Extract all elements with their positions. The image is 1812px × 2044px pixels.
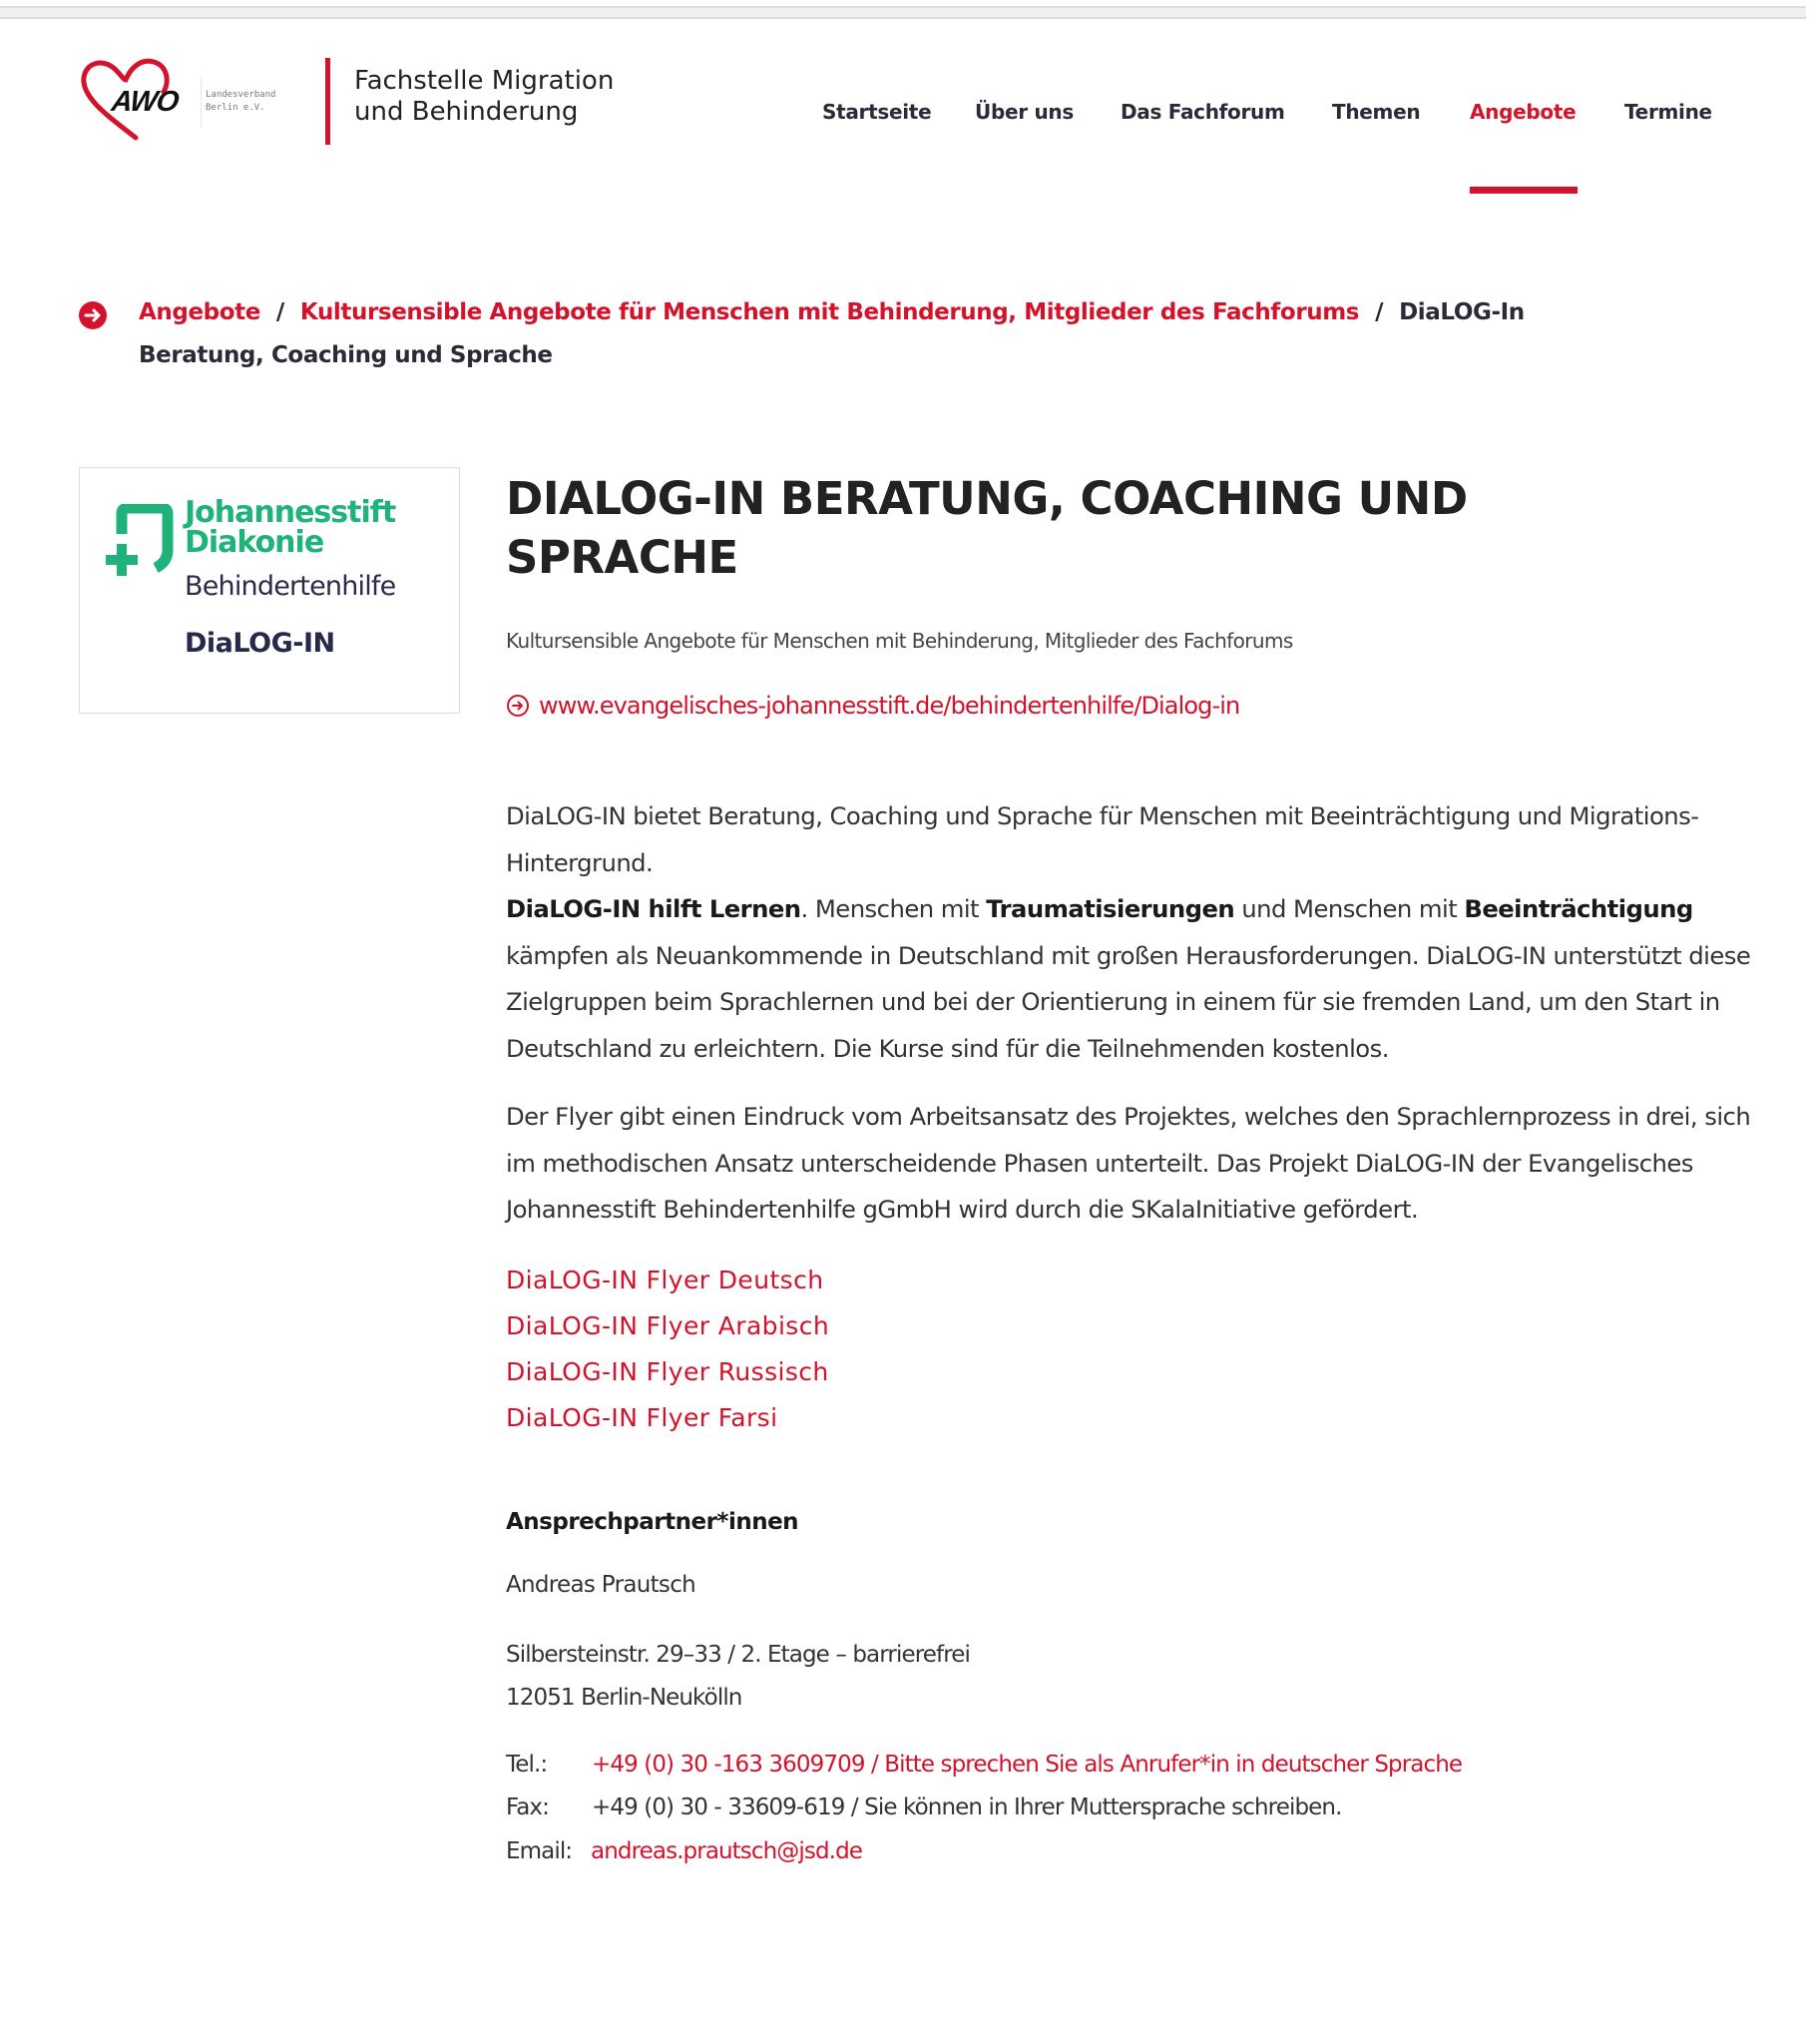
body-text: kämpfen als Neuankommende in Deutschland mit großen Herausforderungen. DiaLOG-IN unterstützt diese Zielgruppen beim Sprachlernen und bei der Orientierung in einem für sie fremden Land, um den Start in Deutschland zu erleichtern. Die Kurse sind für die Teilnehmenden kostenlos.	[506, 940, 1751, 1063]
flyer-link-russisch[interactable]: DiaLOG-IN Flyer Russisch	[506, 1356, 829, 1386]
arrow-circle-right-icon	[78, 300, 108, 330]
site-title	[354, 66, 614, 128]
contact-name: Andreas Prautsch	[506, 1571, 696, 1598]
website-link[interactable]	[506, 692, 1763, 720]
emphasis-text: DiaLOG-IN hilft Lernen	[506, 894, 801, 923]
contact-address	[506, 1634, 1763, 1720]
awo-subtitle-line1: Landesverband	[206, 90, 276, 100]
awo-wordmark: AWO	[109, 86, 181, 118]
body-text: und Menschen mit	[1234, 894, 1465, 923]
partner-name-line2: Diakonie	[185, 525, 324, 560]
breadcrumb-separator: /	[1375, 299, 1384, 325]
flyer-link-arabisch[interactable]: DiaLOG-IN Flyer Arabisch	[506, 1310, 830, 1340]
nav-item-angebote[interactable]: Angebote	[1470, 100, 1577, 124]
partner-subtitle: Behindertenhilfe	[185, 571, 396, 602]
main-content	[506, 461, 1763, 1873]
flyer-link-deutsch[interactable]: DiaLOG-IN Flyer Deutsch	[506, 1265, 824, 1294]
flyer-link-farsi[interactable]: DiaLOG-IN Flyer Farsi	[506, 1402, 778, 1432]
fax-label: Fax:	[506, 1794, 549, 1820]
breadcrumb-angebote[interactable]: Angebote	[139, 299, 260, 325]
website-link-text: www.evangelisches-johannesstift.de/behindertenhilfe/Dialog-in	[539, 692, 1240, 720]
email-label: Email:	[506, 1837, 573, 1864]
site-title-line1: Fachstelle Migration	[354, 66, 615, 96]
tel-label: Tel.:	[506, 1751, 548, 1778]
contact-details	[506, 1744, 1763, 1874]
description-paragraph-2: Der Flyer gibt einen Eindruck vom Arbeitsansatz des Projektes, welches den Sprachlernprozess in drei, sich im methodischen Ansatz unterscheidende Phasen unterteilt. Das Projekt DiaLOG-IN der Evangelisches Johannesstift Behindertenhilfe gGmbH wird durch die SKalaInitiative gefördert.	[506, 1102, 1751, 1224]
body-text: . Menschen mit	[800, 894, 987, 923]
page-title-line1: DIALOG-IN BERATUNG, COACHING UND	[506, 472, 1468, 525]
page-title-line2: SPRACHE	[506, 531, 738, 584]
johannesstift-cross-icon	[104, 504, 174, 578]
logo-red-bar	[325, 58, 330, 145]
partner-logo-box	[79, 467, 460, 714]
partner-name	[185, 495, 396, 560]
contact-heading: Ansprechpartner*innen	[506, 1508, 799, 1535]
flyer-links	[506, 1258, 1763, 1441]
breadcrumb-trail	[139, 291, 1615, 377]
site-title-line2: und Behinderung	[354, 97, 579, 127]
logo-divider	[201, 78, 202, 128]
fax-value: +49 (0) 30 - 33609-619 / Sie können in Ihrer Muttersprache schreiben.	[592, 1794, 1342, 1820]
page-title	[506, 469, 1763, 587]
arrow-circle-outline-icon	[506, 694, 530, 718]
nav-item-termine[interactable]: Termine	[1624, 100, 1712, 124]
contact-fax-row	[506, 1787, 1763, 1830]
nav-item-das-fachforum[interactable]: Das Fachforum	[1121, 100, 1285, 124]
contact-tel-row	[506, 1744, 1763, 1788]
emphasis-text: Traumatisierungen	[986, 894, 1235, 923]
site-logo[interactable]	[78, 56, 637, 146]
address-city: 12051 Berlin-Neukölln	[506, 1684, 742, 1711]
awo-subtitle-line2: Berlin e.V.	[206, 103, 265, 113]
breadcrumb-current: DiaLOG-In Beratung, Coaching und Sprache	[139, 299, 1525, 368]
contact-email-row	[506, 1830, 1763, 1874]
browser-top-bar	[0, 6, 1806, 19]
partner-project-name: DiaLOG-IN	[185, 628, 335, 659]
emphasis-text: Beeinträchtigung	[1464, 894, 1693, 923]
breadcrumb-separator: /	[275, 299, 284, 325]
description	[506, 793, 1763, 1234]
nav-active-indicator	[1470, 187, 1578, 194]
address-street: Silbersteinstr. 29–33 / 2. Etage – barrierefrei	[506, 1641, 970, 1668]
intro-text: DiaLOG-IN bietet Beratung, Coaching und Sprache für Menschen mit Beeinträchtigung und Migrations-Hintergrund.	[506, 801, 1699, 877]
nav-item-ueber-uns[interactable]: Über uns	[975, 100, 1074, 124]
nav-item-themen[interactable]: Themen	[1332, 100, 1421, 124]
category-label: Kultursensible Angebote für Menschen mit Behinderung, Mitglieder des Fachforums	[506, 629, 1293, 653]
description-paragraph-1	[506, 793, 1763, 1072]
tel-link[interactable]: +49 (0) 30 -163 3609709 / Bitte sprechen Sie als Anrufer*in in deutscher Sprache	[592, 1751, 1463, 1778]
email-link[interactable]: andreas.prautsch@jsd.de	[591, 1837, 863, 1864]
nav-item-startseite[interactable]: Startseite	[822, 100, 932, 124]
awo-subtitle	[206, 89, 275, 115]
breadcrumb-kultursensible-angebote[interactable]: Kultursensible Angebote für Menschen mit Behinderung, Mitglieder des Fachforums	[299, 299, 1360, 325]
partner-name-line1: Johannesstift	[185, 495, 396, 530]
